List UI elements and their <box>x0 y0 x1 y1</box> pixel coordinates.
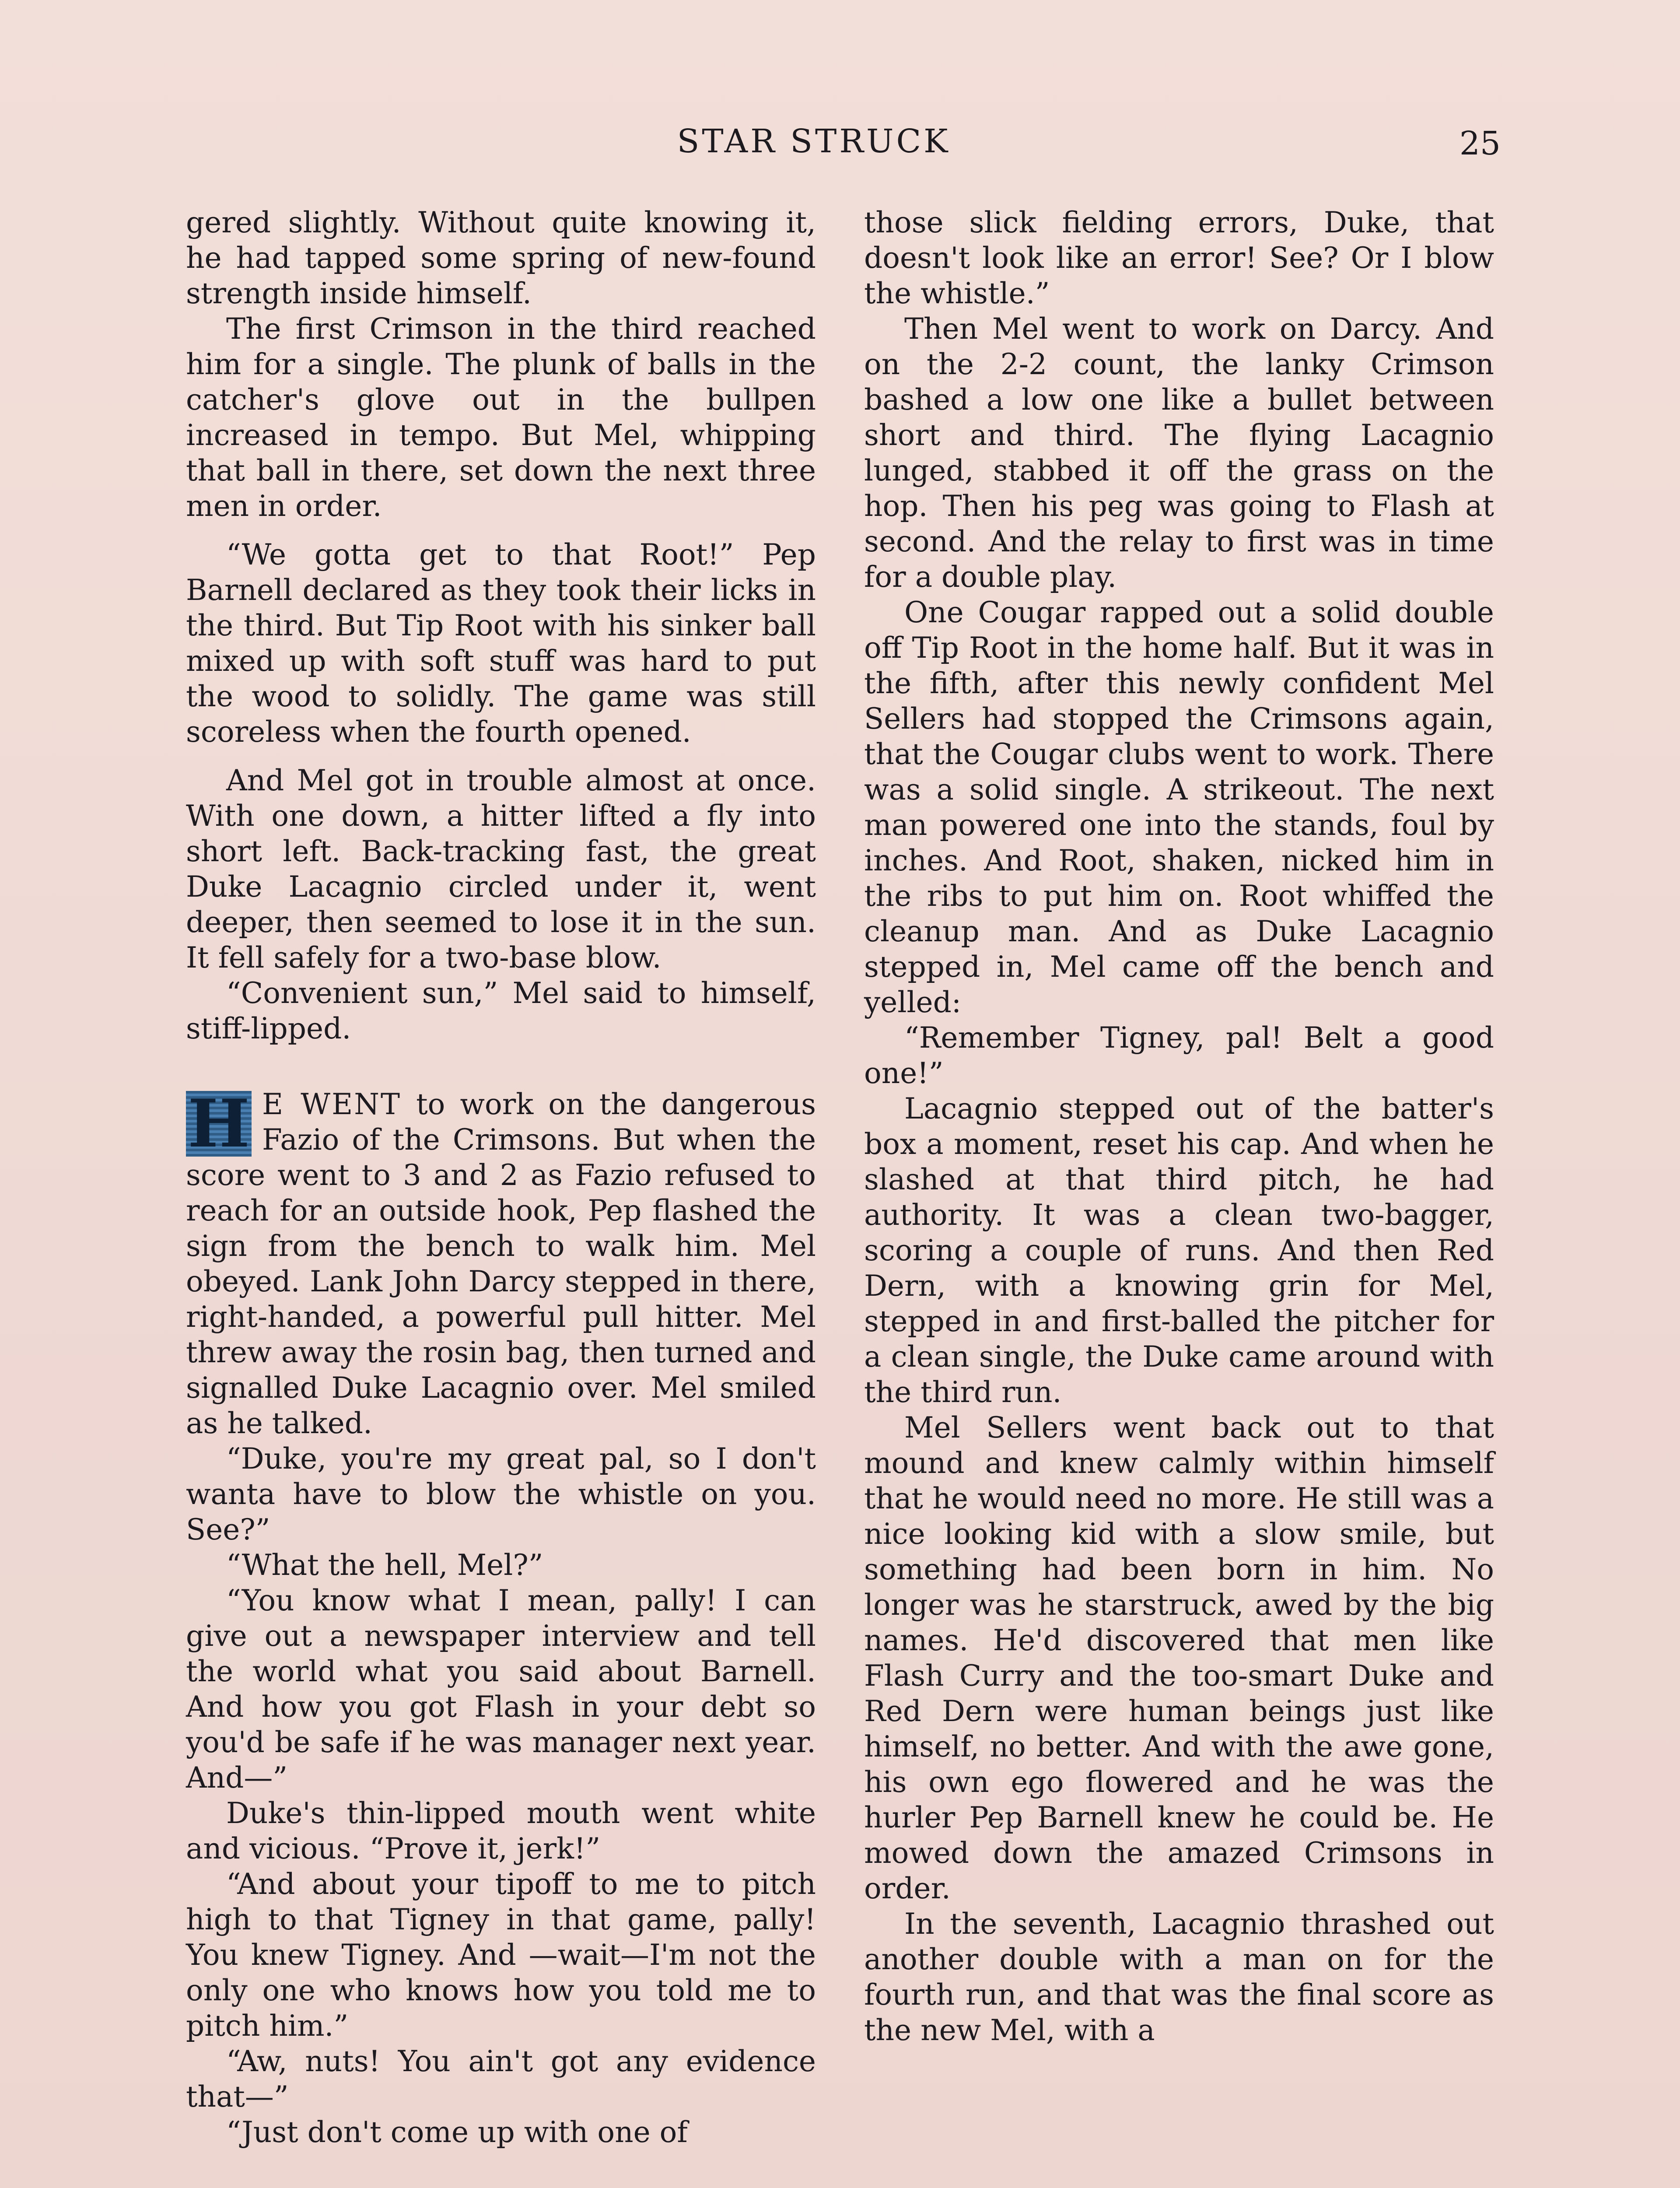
section-opening-text: to work on the dangerous Fazio of the Crimsons. But when the score went to 3 and 2 as Fazio refused to reach for an outside hook, Pep flashed the sign from the bench to walk him. Mel obeyed. Lank John Darcy stepped in there, right-handed, a powerful pull hitter. Mel threw away the rosin bag, then turned and signalled Duke Lacagnio over. Mel smiled as he talked. <box>186 1087 816 1440</box>
lead-caps: E WENT <box>262 1087 402 1121</box>
page-number: 25 <box>1459 125 1501 162</box>
paragraph: “Aw, nuts! You ain't got any evidence that—” <box>186 2044 816 2114</box>
paragraph: “Remember Tigney, pal! Belt a good one!” <box>864 1021 1494 1090</box>
paragraph: And Mel got in trouble almost at once. With one down, a hitter lifted a fly into short left. Back-tracking fast, the great Duke Lacagnio circled under it, went deeper, then seemed to lose it in the sun. It fell safely for a two-base blow. <box>186 764 816 975</box>
paragraph: “You know what I mean, pally! I can give out a newspaper interview and tell the world what you said about Barnell. And how you got Flash in your debt so you'd be safe if he was manager next year. And—” <box>186 1584 816 1795</box>
paragraph: One Cougar rapped out a solid double off Tip Root in the home half. But it was in the fifth, after this newly confident Mel Sellers had stopped the Crimsons again, that the Cougar clubs went to work. There was a solid single. A strikeout. The next man powered one into the stands, foul by inches. And Root, shaken, nicked him in the ribs to put him on. Root whiffed the cleanup man. And as Duke Lacagnio stepped in, Mel came off the bench and yelled: <box>864 596 1494 1019</box>
paragraph: “Convenient sun,” Mel said to himself, stiff-lipped. <box>186 976 816 1045</box>
paragraph: “Just don't come up with one of <box>226 2115 688 2149</box>
paragraph: “What the hell, Mel?” <box>226 1548 543 1582</box>
paragraph: Lacagnio stepped out of the batter's box a moment, reset his cap. And when he slashed at that third pitch, he had authority. It was a clean two-bagger, scoring a couple of runs. And then Red Dern, with a knowing grin for Mel, stepped in and first-balled the pitcher for a clean single, the Duke came around with the third run. <box>864 1092 1494 1409</box>
paragraph: Then Mel went to work on Darcy. And on the 2-2 count, the lanky Crimson bashed a low one like a bullet between short and third. The flying Lacagnio lunged, stabbed it off the grass on the hop. Then his peg was going to Flash at second. And the relay to first was in time for a double play. <box>864 312 1494 594</box>
paragraph: The first Crimson in the third reached him for a single. The plunk of balls in the catcher's glove out in the bullpen increased in tempo. But Mel, whipping that ball in there, set down the next three men in order. <box>186 312 816 523</box>
running-title: STAR STRUCK <box>677 123 951 160</box>
paragraph: In the seventh, Lacagnio thrashed out another double with a man on for the fourth run, and that was the final score as the new Mel, with a <box>864 1907 1494 2047</box>
left-column <box>186 205 816 2150</box>
paragraph: “Duke, you're my great pal, so I don't wanta have to blow the whistle on you. See?” <box>186 1442 816 1546</box>
section-opening-paragraph <box>186 1087 816 1441</box>
right-column <box>864 205 1494 2048</box>
paragraph: gered slightly. Without quite knowing it, he had tapped some spring of new-found strength inside himself. <box>186 206 816 310</box>
paragraph: Mel Sellers went back out to that mound and knew calmly within himself that he would need no more. He still was a nice looking kid with a slow smile, but something had been born in him. No longer was he starstruck, awed by the big names. He'd discovered that men like Flash Curry and the too-smart Duke and Red Dern were human beings just like himself, no better. And with the awe gone, his own ego flowered and he was the hurler Pep Barnell knew he could be. He mowed down the amazed Crimsons in order. <box>864 1411 1494 1905</box>
paragraph: those slick fielding errors, Duke, that doesn't look like an error! See? Or I blow the whistle.” <box>864 206 1494 310</box>
paragraph: “And about your tipoff to me to pitch high to that Tigney in that game, pally! You knew Tigney. And —wait—I'm not the only one who knows how you told me to pitch him.” <box>186 1867 816 2043</box>
paragraph: “We gotta get to that Root!” Pep Barnell declared as they took their licks in the third. But Tip Root with his sinker ball mixed up with soft stuff was hard to put the wood to solidly. The game was still scoreless when the fourth opened. <box>186 538 816 749</box>
paragraph: Duke's thin-lipped mouth went white and vicious. “Prove it, jerk!” <box>186 1796 816 1865</box>
drop-cap: H <box>186 1091 252 1157</box>
